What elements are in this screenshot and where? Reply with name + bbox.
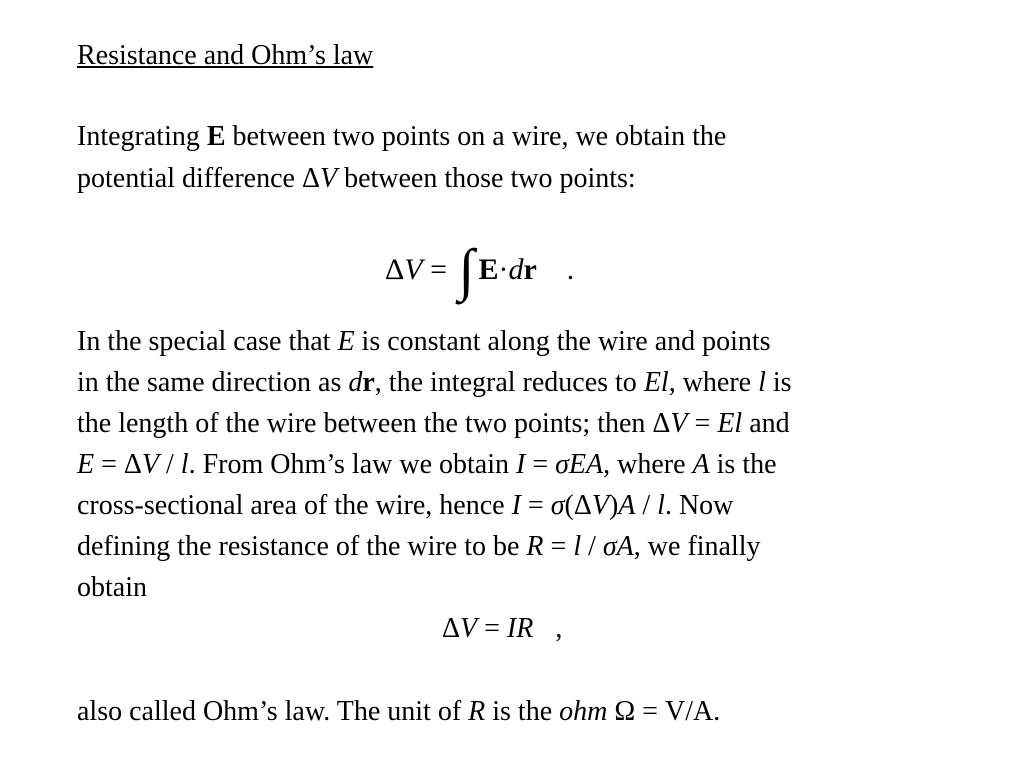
paragraph-1-line-1: Integrating E between two points on a wire, we obtain the <box>77 121 727 152</box>
slide-title: Resistance and Ohm’s law <box>77 40 374 71</box>
paragraph-2-line-2: in the same direction as dr, the integral reduces to El, where l is <box>77 367 792 398</box>
paragraph-2-line-1: In the special case that E is constant along the wire and points <box>77 326 771 357</box>
equation-potential-difference: ΔV = ∫ E·dr . <box>385 237 575 302</box>
paragraph-2-line-3: the length of the wire between the two points; then ΔV = El and <box>77 408 790 439</box>
paragraph-2-line-6: defining the resistance of the wire to be R = l / σA, we finally <box>77 531 761 562</box>
paragraph-2-line-5: cross-sectional area of the wire, hence I = σ(ΔV)A / l. Now <box>77 490 734 521</box>
paragraph-2-line-4: E = ΔV / l. From Ohm’s law we obtain I = σEA, where A is the <box>77 449 777 480</box>
paragraph-2-line-7: obtain <box>77 572 147 603</box>
paragraph-3: also called Ohm’s law. The unit of R is the ohm Ω = V/A. <box>77 696 721 727</box>
integral-sign: ∫ <box>458 237 475 302</box>
equation-ohms-law: ΔV = IR , <box>442 613 563 644</box>
paragraph-1-line-2: potential difference ΔV between those two points: <box>77 163 636 194</box>
